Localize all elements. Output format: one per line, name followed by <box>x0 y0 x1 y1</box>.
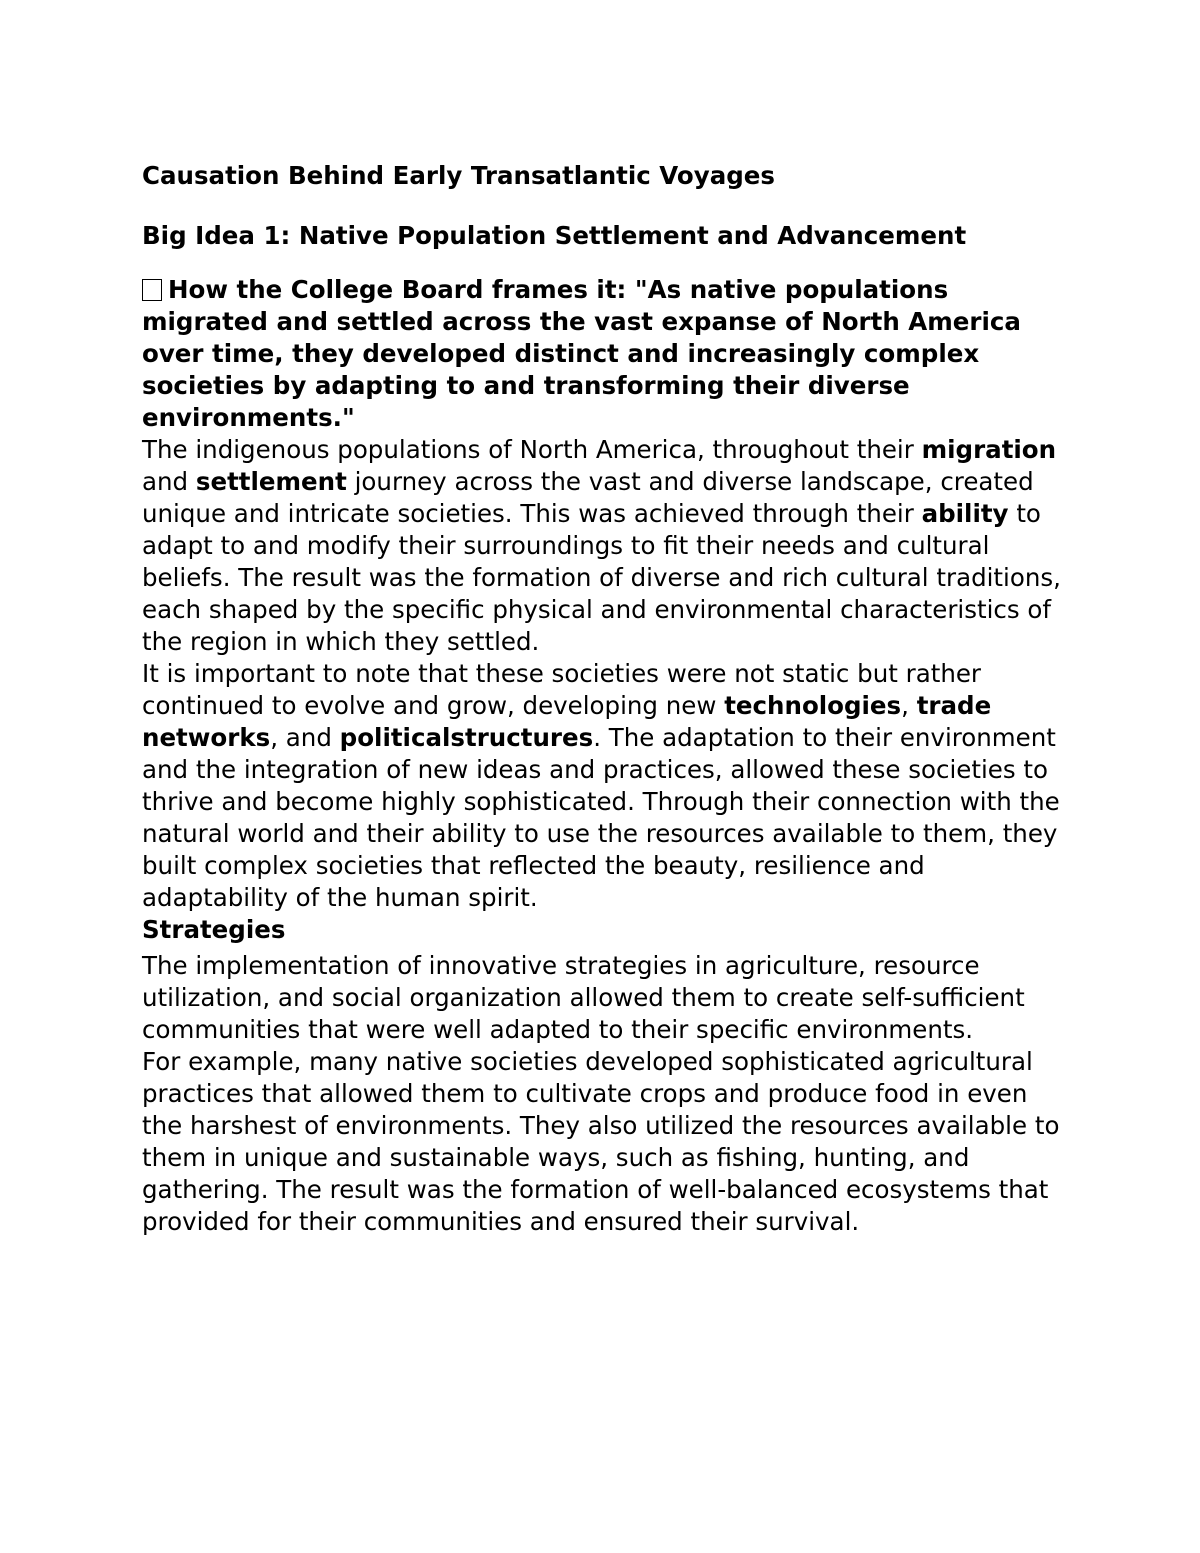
strategies-heading: Strategies <box>142 915 286 944</box>
document-title: Causation Behind Early Transatlantic Voyages <box>142 161 776 190</box>
keyword-ability: ability <box>921 499 1009 528</box>
keyword-trade-networks: trade networks <box>142 691 992 752</box>
document-page <box>142 160 1072 1238</box>
paragraph-migration: The indigenous populations of North America, throughout their migration and settlement journey across the vast and diverse landscape, created unique and intricate societies. This was achieved through their ability to adapt to and modify their surroundings to fit their needs and cultural beliefs. The result was the formation of diverse and rich cultural traditions, each shaped by the specific physical and environmental characteristics of the region in which they settled. <box>142 435 1061 656</box>
big-idea-heading: Big Idea 1: Native Population Settlement and Advancement <box>142 221 967 250</box>
paragraph-strategies: The implementation of innovative strategies in agriculture, resource utilization, and social organization allowed them to create self-sufficient communities that were well adapted to their specific environments. <box>142 951 1025 1044</box>
keyword-technologies: technologies <box>724 691 902 720</box>
keyword-settlement: settlement <box>195 467 347 496</box>
paragraph-evolution: It is important to note that these societies were not static but rather continued to evolve and grow, developing new technologies, trade networks, and politicalstructures. The adaptation to their environment and the integration of new ideas and practices, allowed these societies to thrive and become highly sophisticated. Through their connection with the natural world and their ability to use the resources available to them, they built complex societies that reflected the beauty, resilience and adaptability of the human spirit. <box>142 659 1060 912</box>
keyword-political-structures: politicalstructures <box>339 723 594 752</box>
college-board-quote <box>142 274 1072 434</box>
quote-text: How the College Board frames it: "As native populations migrated and settled across the vast expanse of North America over time, they developed distinct and increasingly complex societies by adapting to and transforming their diverse environments." <box>142 275 1021 432</box>
missing-glyph-icon <box>142 279 162 301</box>
keyword-migration: migration <box>921 435 1057 464</box>
paragraph-example: For example, many native societies developed sophisticated agricultural practices that allowed them to cultivate crops and produce food in even the harshest of environments. They also utilized the resources available to them in unique and sustainable ways, such as fishing, hunting, and gathering. The result was the formation of well-balanced ecosystems that provided for their communities and ensured their survival. <box>142 1047 1060 1236</box>
